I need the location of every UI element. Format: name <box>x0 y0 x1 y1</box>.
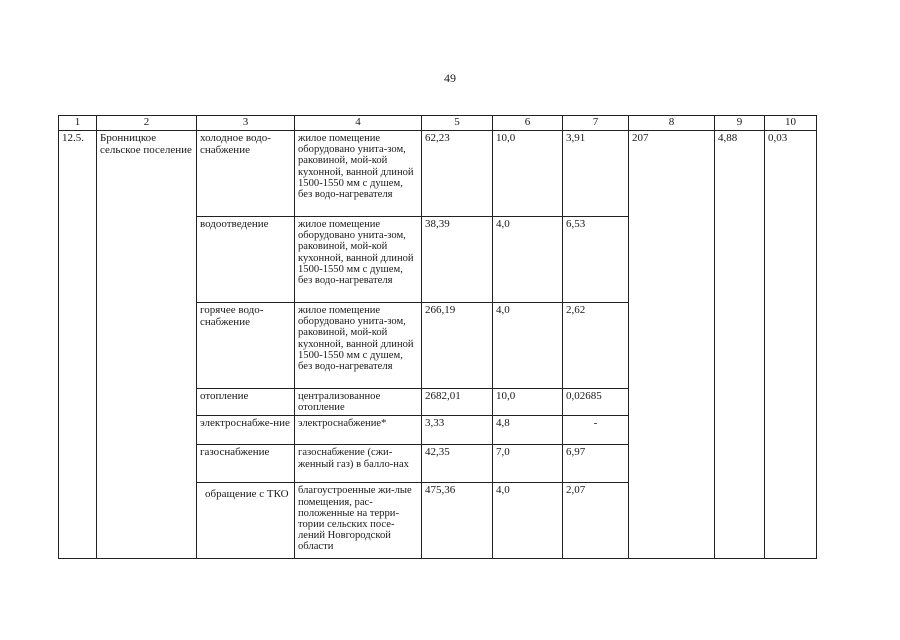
column-header: 3 <box>197 116 295 131</box>
value-col6: 4,0 <box>493 483 563 559</box>
column-header: 9 <box>715 116 765 131</box>
column-header: 5 <box>422 116 493 131</box>
value-col7: 2,07 <box>563 483 629 559</box>
service-name: холодное водо-снабжение <box>197 131 295 217</box>
value-col5: 266,19 <box>422 303 493 389</box>
column-header: 1 <box>59 116 97 131</box>
service-description: жилое помещение оборудовано унита-зом, раковиной, мой-кой кухонной, ванной длиной 1500-1550 мм с душем, без водо-нагревателя <box>295 303 422 389</box>
value-col7: 6,53 <box>563 217 629 303</box>
column-header: 10 <box>765 116 817 131</box>
value-col6: 10,0 <box>493 389 563 416</box>
service-name: горячее водо-снабжение <box>197 303 295 389</box>
tariff-table <box>58 115 817 559</box>
column-header: 4 <box>295 116 422 131</box>
value-col6: 4,0 <box>493 217 563 303</box>
row-number: 12.5. <box>59 131 97 559</box>
value-col9: 4,88 <box>715 131 765 559</box>
service-name: отопление <box>197 389 295 416</box>
value-col6: 7,0 <box>493 445 563 483</box>
service-description: централизованное отопление <box>295 389 422 416</box>
value-col5: 2682,01 <box>422 389 493 416</box>
value-col7: 6,97 <box>563 445 629 483</box>
column-header: 6 <box>493 116 563 131</box>
value-col5: 38,39 <box>422 217 493 303</box>
value-col7: 2,62 <box>563 303 629 389</box>
header-row <box>59 116 817 131</box>
value-col10: 0,03 <box>765 131 817 559</box>
service-description: благоустроенные жи-лые помещения, рас-положенные на терри-тории сельских посе-лений Новгородской области <box>295 483 422 559</box>
value-col6: 4,0 <box>493 303 563 389</box>
service-description: жилое помещение оборудовано унита-зом, раковиной, мой-кой кухонной, ванной длиной 1500-1550 мм с душем, без водо-нагревателя <box>295 131 422 217</box>
settlement-name: Бронницкое сельское поселение <box>97 131 197 559</box>
service-name: газоснабжение <box>197 445 295 483</box>
service-name: водоотведение <box>197 217 295 303</box>
value-col5: 62,23 <box>422 131 493 217</box>
column-header: 8 <box>629 116 715 131</box>
table-row <box>59 131 817 217</box>
value-col5: 42,35 <box>422 445 493 483</box>
value-col6: 10,0 <box>493 131 563 217</box>
service-description: электроснабжение* <box>295 416 422 445</box>
page-number: 49 <box>444 71 456 85</box>
column-header: 2 <box>97 116 197 131</box>
service-name: электроснабже-ние <box>197 416 295 445</box>
value-col7: 3,91 <box>563 131 629 217</box>
value-col5: 3,33 <box>422 416 493 445</box>
value-col5: 475,36 <box>422 483 493 559</box>
service-description: жилое помещение оборудовано унита-зом, раковиной, мой-кой кухонной, ванной длиной 1500-1550 мм с душем, без водо-нагревателя <box>295 217 422 303</box>
value-col7: 0,02685 <box>563 389 629 416</box>
service-name: обращение с ТКО <box>197 483 295 559</box>
value-col7: - <box>563 416 629 445</box>
service-description: газоснабжение (сжи-женный газ) в балло-нах <box>295 445 422 483</box>
value-col6: 4,8 <box>493 416 563 445</box>
column-header: 7 <box>563 116 629 131</box>
value-col8: 207 <box>629 131 715 559</box>
